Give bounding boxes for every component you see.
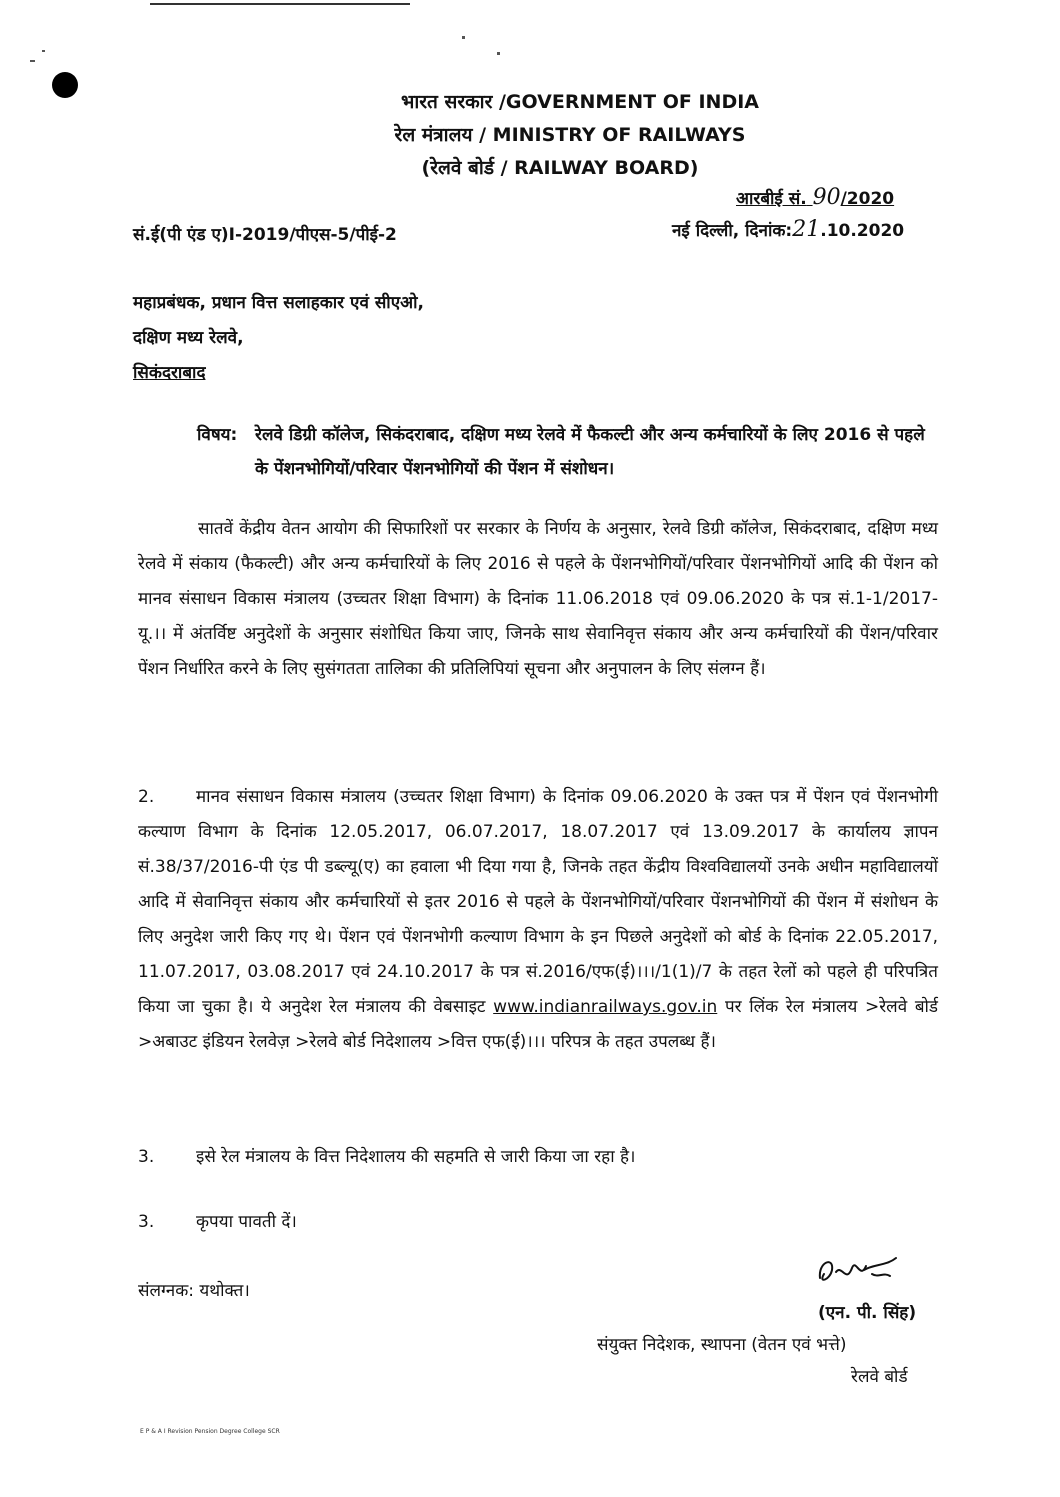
paragraph-1 <box>138 512 938 687</box>
signatory-designation: संयुक्त निदेशक, स्थापना (वेतन एवं भत्ते) <box>597 1335 847 1355</box>
scan-speck <box>42 50 45 52</box>
handwritten-signature <box>812 1244 912 1294</box>
scan-speck <box>497 52 500 55</box>
header-line-3: (रेलवे बोर्ड / RAILWAY BOARD) <box>421 157 699 179</box>
paragraph-1-text: सातवें केंद्रीय वेतन आयोग की सिफारिशों पर सरकार के निर्णय के अनुसार, रेलवे डिग्री कॉलेज, सिकंदराबाद, दक्षिण मध्य रेलवे में संकाय (फैकल्टी) और अन्य कर्मचारियों के लिए 2016 से पहले के पेंशनभोगियों/परिवार पेंशनभोगियों आदि की पेंशन को मानव संसाधन विकास मंत्रालय (उच्चतर शिक्षा विभाग) के दिनांक 11.06.2018 एवं 09.06.2020 के पत्र सं.1-1/2017-यू.।। में अंतर्विष्ट अनुदेशों के अनुसार संशोधित किया जाए, जिनके साथ सेवानिवृत्त संकाय और अन्य कर्मचारियों की पेंशन/परिवार पेंशन निर्धारित करने के लिए सुसंगतता तालिका की प्रतिलिपियां सूचना और अनुपालन के लिए संलग्न हैं। <box>138 519 938 679</box>
scan-edge-line <box>150 3 410 5</box>
rbe-prefix: आरबीई सं. <box>736 189 807 209</box>
date-prefix: नई दिल्ली, दिनांक: <box>672 221 793 241</box>
rbe-suffix: /2020 <box>840 189 895 209</box>
footer-note: E P & A I Revision Pension Degree College SCR <box>140 1428 280 1435</box>
signatory-office: रेलवे बोर्ड <box>851 1367 908 1387</box>
enclosure: संलग्नक: यथोक्त। <box>138 1281 250 1301</box>
subject-block <box>197 418 942 486</box>
scan-speck <box>462 36 465 39</box>
scan-speck <box>30 60 35 62</box>
rbe-number: 90 <box>812 185 841 210</box>
paragraph-2-text-b: पर लिंक रेल मंत्रालय >रेलवे बोर्ड >अबाउट इंडियन रेलवेज़ >रेलवे बोर्ड निदेशालय >वित्त एफ(ई)।।। परिपत्र के तहत उपलब्ध हैं। <box>138 997 939 1052</box>
paragraph-4-text: कृपया पावती दें। <box>196 1212 297 1232</box>
paragraph-4 <box>138 1204 297 1240</box>
header-line-1: भारत सरकार /GOVERNMENT OF INDIA <box>400 91 760 113</box>
header-line-2: रेल मंत्रालय / MINISTRY OF RAILWAYS <box>394 124 746 146</box>
paragraph-2-text-a: मानव संसाधन विकास मंत्रालय (उच्चतर शिक्षा विभाग) के दिनांक 09.06.2020 के उक्त पत्र में पेंशन एवं पेंशनभोगी कल्याण विभाग के दिनांक 12.05.2017, 06.07.2017, 18.07.2017 एवं 13.09.2017 के कार्यालय ज्ञापन सं.38/37/2016-पी एंड पी डब्ल्यू(ए) का हवाला भी दिया गया है, जिनके तहत केंद्रीय विश्वविद्यालयों उनके अधीन महाविद्यालयों आदि में सेवानिवृत्त संकाय और कर्मचारियों से इतर 2016 से पहले के पेंशनभोगियों/परिवार पेंशनभोगियों की पेंशन में संशोधन के लिए अनुदेश जारी किए गए थे। पेंशन एवं पेंशनभोगी कल्याण विभाग के इन पिछले अनुदेशों को बोर्ड के दिनांक 22.05.2017, 11.07.2017, 03.08.2017 एवं 24.10.2017 के पत्र सं.2016/एफ(ई)।।।/1(1)/7 के तहत रेलों को पहले ही परिपत्रित किया जा चुका है। ये अनुदेश रेल मंत्रालय की वेबसाइट <box>138 787 938 1017</box>
date-day: 21 <box>792 217 821 242</box>
paragraph-4-number: 3. <box>138 1212 155 1232</box>
subject-label: विषय: <box>197 425 238 445</box>
paragraph-2-number: 2. <box>138 787 155 807</box>
website-link[interactable]: www.indianrailways.gov.in <box>493 997 718 1017</box>
addressee-line-1: महाप्रबंधक, प्रधान वित्त सलाहकार एवं सीएओ, <box>133 293 424 313</box>
addressee-line-2: दक्षिण मध्य रेलवे, <box>133 328 244 348</box>
paragraph-3-number: 3. <box>138 1147 155 1167</box>
addressee-line-3: सिकंदराबाद <box>133 363 206 383</box>
paragraph-2 <box>138 780 938 1060</box>
signatory-name: (एन. पी. सिंह) <box>818 1303 917 1323</box>
file-number: सं.ई(पी एंड ए)I-2019/पीएस-5/पीई-2 <box>133 225 397 245</box>
paragraph-3-text: इसे रेल मंत्रालय के वित्त निदेशालय की सहमति से जारी किया जा रहा है। <box>196 1147 636 1167</box>
paragraph-3 <box>138 1139 635 1175</box>
subject-text: रेलवे डिग्री कॉलेज, सिकंदराबाद, दक्षिण मध्य रेलवे में फैकल्टी और अन्य कर्मचारियों के लिए 2016 से पहले के पेंशनभोगियों/परिवार पेंशनभोगियों की पेंशन में संशोधन। <box>255 425 925 479</box>
date-suffix: .10.2020 <box>820 221 905 241</box>
date-line <box>672 212 904 249</box>
